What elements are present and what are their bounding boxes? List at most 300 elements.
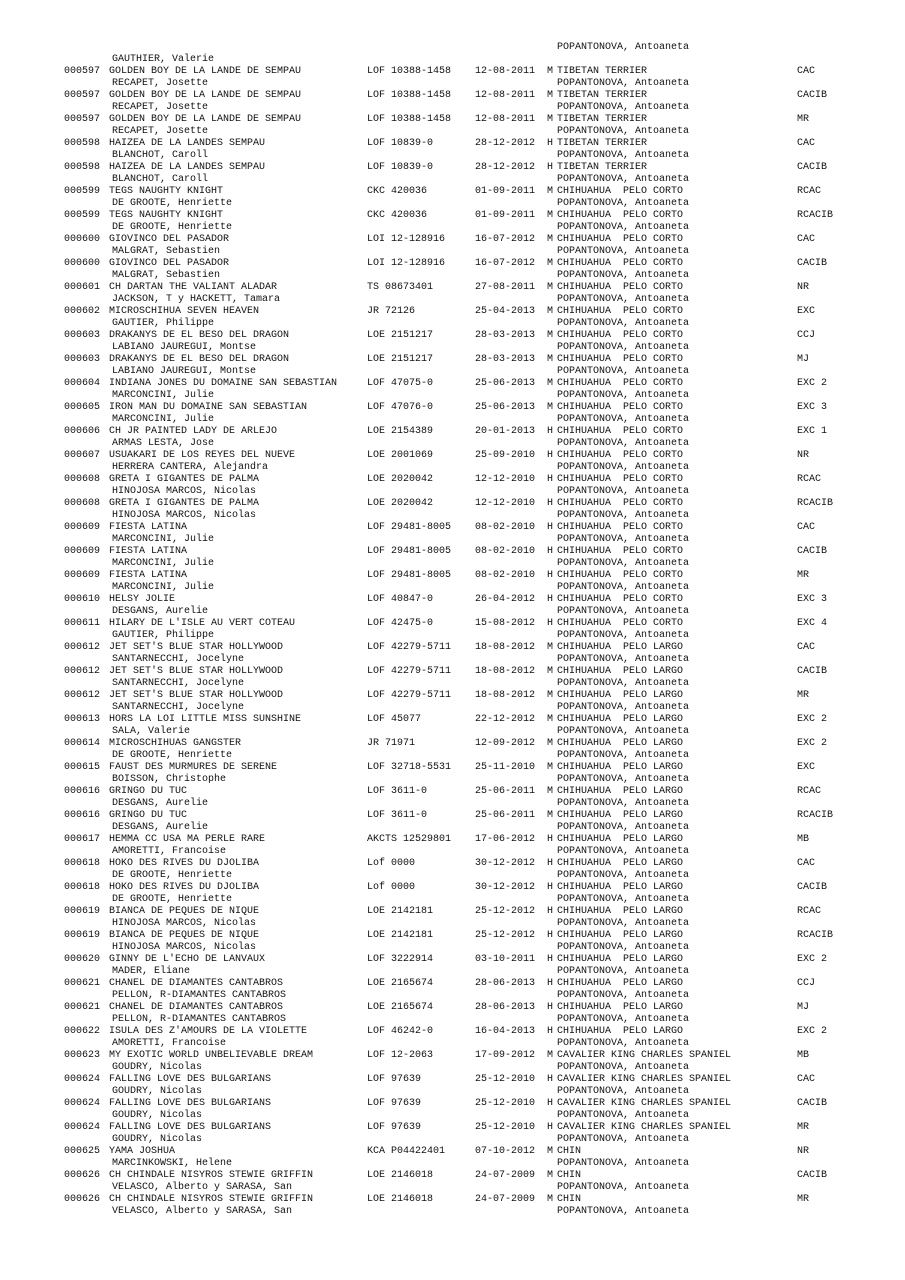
entry-row — [0, 210, 905, 222]
entry-owner-line — [0, 414, 905, 426]
birth-date: 27-08-2011 — [475, 282, 536, 293]
registration-number: LOF 29481-8005 — [367, 546, 452, 557]
entry-row — [0, 882, 905, 894]
entry-owner-line — [0, 510, 905, 522]
sex-code: M — [547, 810, 554, 821]
entry-number: 000622 — [64, 1026, 101, 1037]
entry-row — [0, 282, 905, 294]
owner-name: DESGANS, Aurelie — [112, 606, 209, 617]
dog-name: DRAKANYS DE EL BESO DEL DRAGON — [109, 330, 290, 341]
sex-code: M — [547, 642, 554, 653]
entry-owner-line — [0, 1014, 905, 1026]
entry-row — [0, 954, 905, 966]
dog-name: MICROSCHIHUAS GANGSTER — [109, 738, 242, 749]
registration-number: Lof 0000 — [367, 882, 416, 893]
registration-number: LOF 10388-1458 — [367, 114, 452, 125]
sex-code: M — [547, 186, 554, 197]
birth-date: 20-01-2013 — [475, 426, 536, 437]
entry-owner-line — [0, 942, 905, 954]
breed-name: CHIHUAHUA PELO LARGO — [557, 906, 684, 917]
registration-number: LOF 29481-8005 — [367, 522, 452, 533]
sex-code: M — [547, 1050, 554, 1061]
judge-name: POPANTONOVA, Antoaneta — [557, 534, 690, 545]
owner-name: MARCONCINI, Julie — [112, 558, 215, 569]
birth-date: 28-12-2012 — [475, 162, 536, 173]
dog-name: FIESTA LATINA — [109, 522, 188, 533]
sex-code: M — [547, 354, 554, 365]
judge-name: POPANTONOVA, Antoaneta — [557, 222, 690, 233]
dog-name: FAUST DES MURMURES DE SERENE — [109, 762, 278, 773]
entry-number: 000618 — [64, 882, 101, 893]
entry-owner-line — [0, 174, 905, 186]
judge-name: POPANTONOVA, Antoaneta — [557, 150, 690, 161]
entry-owner-line — [0, 438, 905, 450]
judge-name: POPANTONOVA, Antoaneta — [557, 486, 690, 497]
owner-name: MARCONCINI, Julie — [112, 582, 215, 593]
sex-code: M — [547, 330, 554, 341]
registration-number: LOE 2001069 — [367, 450, 434, 461]
award-code: RCAC — [797, 186, 822, 197]
breed-name: TIBETAN TERRIER — [557, 114, 648, 125]
header-continuation-line — [0, 42, 905, 54]
breed-name: CHIHUAHUA PELO LARGO — [557, 858, 684, 869]
owner-name: PELLON, R-DIAMANTES CANTABROS — [112, 990, 287, 1001]
dog-name: GRINGO DU TUC — [109, 786, 188, 797]
breed-name: CHIHUAHUA PELO CORTO — [557, 450, 684, 461]
dog-name: USUAKARI DE LOS REYES DEL NUEVE — [109, 450, 296, 461]
judge-name: POPANTONOVA, Antoaneta — [557, 390, 690, 401]
sex-code: H — [547, 426, 554, 437]
dog-name: FALLING LOVE DES BULGARIANS — [109, 1122, 272, 1133]
owner-name: GAUTHIER, Valerie — [112, 54, 215, 65]
owner-name: DE GROOTE, Henriette — [112, 198, 233, 209]
breed-name: CHIHUAHUA PELO LARGO — [557, 666, 684, 677]
award-code: EXC — [797, 762, 816, 773]
breed-name: CHIHUAHUA PELO CORTO — [557, 570, 684, 581]
award-code: RCAC — [797, 786, 822, 797]
entry-owner-line — [0, 1110, 905, 1122]
entry-owner-line — [0, 1158, 905, 1170]
registration-number: TS 08673401 — [367, 282, 434, 293]
breed-name: CHIHUAHUA PELO LARGO — [557, 1002, 684, 1013]
birth-date: 12-12-2010 — [475, 498, 536, 509]
entry-row — [0, 450, 905, 462]
owner-name: LABIANO JAUREGUI, Montse — [112, 342, 257, 353]
owner-name: DESGANS, Aurelie — [112, 798, 209, 809]
entry-number: 000602 — [64, 306, 101, 317]
registration-number: LOE 2151217 — [367, 330, 434, 341]
judge-name: POPANTONOVA, Antoaneta — [557, 990, 690, 1001]
registration-number: LOF 97639 — [367, 1074, 422, 1085]
sex-code: M — [547, 114, 554, 125]
judge-name: POPANTONOVA, Antoaneta — [557, 462, 690, 473]
registration-number: LOE 2165674 — [367, 978, 434, 989]
entry-number: 000613 — [64, 714, 101, 725]
registration-number: KCA P04422401 — [367, 1146, 446, 1157]
award-code: CAC — [797, 642, 816, 653]
sex-code: H — [547, 858, 554, 869]
entry-row — [0, 1074, 905, 1086]
entry-number: 000608 — [64, 498, 101, 509]
registration-number: Lof 0000 — [367, 858, 416, 869]
entry-row — [0, 378, 905, 390]
award-code: EXC 2 — [797, 954, 828, 965]
dog-name: HAIZEA DE LA LANDES SEMPAU — [109, 138, 266, 149]
owner-name: HINOJOSA MARCOS, Nicolas — [112, 510, 257, 521]
dog-name: YAMA JOSHUA — [109, 1146, 176, 1157]
birth-date: 12-09-2012 — [475, 738, 536, 749]
breed-name: CHIHUAHUA PELO LARGO — [557, 642, 684, 653]
award-code: RCACIB — [797, 498, 834, 509]
sex-code: M — [547, 90, 554, 101]
entry-number: 000626 — [64, 1194, 101, 1205]
breed-name: CHIHUAHUA PELO LARGO — [557, 930, 684, 941]
breed-name: CHIHUAHUA PELO CORTO — [557, 186, 684, 197]
owner-name: DE GROOTE, Henriette — [112, 750, 233, 761]
entry-owner-line — [0, 990, 905, 1002]
registration-number: LOF 97639 — [367, 1098, 422, 1109]
registration-number: LOF 45077 — [367, 714, 422, 725]
entry-number: 000599 — [64, 186, 101, 197]
entry-owner-line — [0, 726, 905, 738]
dog-name: HOKO DES RIVES DU DJOLIBA — [109, 858, 260, 869]
sex-code: M — [547, 666, 554, 677]
award-code: EXC 2 — [797, 1026, 828, 1037]
dog-name: FIESTA LATINA — [109, 546, 188, 557]
entry-row — [0, 1146, 905, 1158]
birth-date: 28-06-2013 — [475, 978, 536, 989]
birth-date: 01-09-2011 — [475, 186, 536, 197]
entry-owner-line — [0, 1086, 905, 1098]
entry-number: 000608 — [64, 474, 101, 485]
breed-name: CHIHUAHUA PELO LARGO — [557, 882, 684, 893]
birth-date: 24-07-2009 — [475, 1194, 536, 1205]
entry-row — [0, 594, 905, 606]
registration-number: LOF 40847-0 — [367, 594, 434, 605]
judge-name: POPANTONOVA, Antoaneta — [557, 414, 690, 425]
owner-name: LABIANO JAUREGUI, Montse — [112, 366, 257, 377]
dog-name: CHANEL DE DIAMANTES CANTABROS — [109, 978, 284, 989]
breed-name: CHIHUAHUA PELO CORTO — [557, 546, 684, 557]
sex-code: H — [547, 1026, 554, 1037]
breed-name: CHIHUAHUA PELO LARGO — [557, 714, 684, 725]
award-code: EXC 3 — [797, 594, 828, 605]
breed-name: CAVALIER KING CHARLES SPANIEL — [557, 1074, 732, 1085]
judge-name: POPANTONOVA, Antoaneta — [557, 654, 690, 665]
award-code: EXC 4 — [797, 618, 828, 629]
entry-row — [0, 354, 905, 366]
owner-name: SANTARNECCHI, Jocelyne — [112, 702, 245, 713]
award-code: RCACIB — [797, 210, 834, 221]
judge-name: POPANTONOVA, Antoaneta — [557, 846, 690, 857]
award-code: EXC 1 — [797, 426, 828, 437]
dog-name: JET SET'S BLUE STAR HOLLYWOOD — [109, 642, 284, 653]
entry-row — [0, 546, 905, 558]
judge-name: POPANTONOVA, Antoaneta — [557, 1206, 690, 1217]
registration-number: LOF 32718-5531 — [367, 762, 452, 773]
judge-name: POPANTONOVA, Antoaneta — [557, 678, 690, 689]
award-code: EXC 2 — [797, 738, 828, 749]
entry-owner-line — [0, 1206, 905, 1218]
judge-name: POPANTONOVA, Antoaneta — [557, 1110, 690, 1121]
birth-date: 25-06-2011 — [475, 786, 536, 797]
award-code: NR — [797, 450, 810, 461]
entry-row — [0, 978, 905, 990]
judge-name: POPANTONOVA, Antoaneta — [557, 1158, 690, 1169]
registration-number: LOF 42279-5711 — [367, 642, 452, 653]
sex-code: H — [547, 1002, 554, 1013]
sex-code: M — [547, 738, 554, 749]
registration-number: AKCTS 12529801 — [367, 834, 452, 845]
entry-owner-line — [0, 702, 905, 714]
sex-code: H — [547, 522, 554, 533]
owner-name: MARCINKOWSKI, Helene — [112, 1158, 233, 1169]
breed-name: CHIHUAHUA PELO CORTO — [557, 234, 684, 245]
owner-name: HERRERA CANTERA, Alejandra — [112, 462, 269, 473]
registration-number: LOF 29481-8005 — [367, 570, 452, 581]
entry-number: 000600 — [64, 258, 101, 269]
judge-name: POPANTONOVA, Antoaneta — [557, 270, 690, 281]
entry-number: 000616 — [64, 786, 101, 797]
dog-name: TEGS NAUGHTY KNIGHT — [109, 186, 224, 197]
breed-name: CHIHUAHUA PELO CORTO — [557, 594, 684, 605]
dog-name: HAIZEA DE LA LANDES SEMPAU — [109, 162, 266, 173]
entry-row — [0, 714, 905, 726]
judge-name: POPANTONOVA, Antoaneta — [557, 318, 690, 329]
entry-row — [0, 66, 905, 78]
breed-name: CAVALIER KING CHARLES SPANIEL — [557, 1122, 732, 1133]
award-code: MR — [797, 570, 810, 581]
registration-number: LOE 2142181 — [367, 906, 434, 917]
entry-row — [0, 234, 905, 246]
entry-number: 000609 — [64, 570, 101, 581]
registration-number: LOI 12-128916 — [367, 234, 446, 245]
dog-name: GRETA I GIGANTES DE PALMA — [109, 474, 260, 485]
birth-date: 18-08-2012 — [475, 690, 536, 701]
entry-owner-line — [0, 150, 905, 162]
entry-row — [0, 1170, 905, 1182]
registration-number: LOE 2165674 — [367, 1002, 434, 1013]
breed-name: CHIHUAHUA PELO LARGO — [557, 1026, 684, 1037]
owner-name: DESGANS, Aurelie — [112, 822, 209, 833]
entry-number: 000624 — [64, 1098, 101, 1109]
sex-code: M — [547, 66, 554, 77]
judge-name: POPANTONOVA, Antoaneta — [557, 294, 690, 305]
breed-name: CHIHUAHUA PELO CORTO — [557, 474, 684, 485]
owner-name: GOUDRY, Nicolas — [112, 1086, 203, 1097]
judge-name: POPANTONOVA, Antoaneta — [557, 966, 690, 977]
entry-row — [0, 642, 905, 654]
birth-date: 16-04-2013 — [475, 1026, 536, 1037]
birth-date: 18-08-2012 — [475, 642, 536, 653]
birth-date: 12-08-2011 — [475, 90, 536, 101]
entry-row — [0, 906, 905, 918]
owner-name: SANTARNECCHI, Jocelyne — [112, 678, 245, 689]
entry-number: 000600 — [64, 234, 101, 245]
birth-date: 12-08-2011 — [475, 66, 536, 77]
owner-name: AMORETTI, Francoise — [112, 1038, 227, 1049]
sex-code: H — [547, 546, 554, 557]
birth-date: 22-12-2012 — [475, 714, 536, 725]
entry-owner-line — [0, 366, 905, 378]
entry-owner-line — [0, 894, 905, 906]
award-code: CAC — [797, 1074, 816, 1085]
judge-name: POPANTONOVA, Antoaneta — [557, 606, 690, 617]
dog-name: GINNY DE L'ECHO DE LANVAUX — [109, 954, 266, 965]
owner-name: BLANCHOT, Caroll — [112, 174, 209, 185]
birth-date: 28-03-2013 — [475, 330, 536, 341]
owner-name: GOUDRY, Nicolas — [112, 1134, 203, 1145]
birth-date: 03-10-2011 — [475, 954, 536, 965]
birth-date: 25-12-2010 — [475, 1122, 536, 1133]
registration-number: CKC 420036 — [367, 210, 428, 221]
breed-name: CHIHUAHUA PELO LARGO — [557, 954, 684, 965]
dog-name: HOKO DES RIVES DU DJOLIBA — [109, 882, 260, 893]
entry-owner-line — [0, 654, 905, 666]
breed-name: CHIHUAHUA PELO CORTO — [557, 378, 684, 389]
birth-date: 25-12-2010 — [475, 1074, 536, 1085]
entry-row — [0, 498, 905, 510]
registration-number: LOF 10388-1458 — [367, 66, 452, 77]
owner-name: HINOJOSA MARCOS, Nicolas — [112, 918, 257, 929]
registration-number: LOE 2154389 — [367, 426, 434, 437]
entry-number: 000618 — [64, 858, 101, 869]
entry-owner-line — [0, 774, 905, 786]
entry-row — [0, 1194, 905, 1206]
award-code: EXC — [797, 306, 816, 317]
dog-name: JET SET'S BLUE STAR HOLLYWOOD — [109, 666, 284, 677]
judge-name: POPANTONOVA, Antoaneta — [557, 1182, 690, 1193]
entry-number: 000609 — [64, 546, 101, 557]
entry-row — [0, 330, 905, 342]
owner-name: RECAPET, Josette — [112, 78, 209, 89]
entry-owner-line — [0, 318, 905, 330]
dog-name: BIANCA DE PEQUES DE NIQUE — [109, 906, 260, 917]
sex-code: M — [547, 762, 554, 773]
sex-code: H — [547, 474, 554, 485]
entry-number: 000597 — [64, 114, 101, 125]
entry-owner-line — [0, 294, 905, 306]
judge-name: POPANTONOVA, Antoaneta — [557, 1134, 690, 1145]
registration-number: LOE 2146018 — [367, 1194, 434, 1205]
entry-owner-line — [0, 246, 905, 258]
birth-date: 01-09-2011 — [475, 210, 536, 221]
award-code: MB — [797, 1050, 810, 1061]
owner-name: MADER, Eliane — [112, 966, 191, 977]
award-code: RCAC — [797, 474, 822, 485]
sex-code: M — [547, 210, 554, 221]
judge-name: POPANTONOVA, Antoaneta — [557, 1086, 690, 1097]
entry-number: 000617 — [64, 834, 101, 845]
sex-code: M — [547, 714, 554, 725]
owner-name: MALGRAT, Sebastien — [112, 246, 221, 257]
sex-code: H — [547, 954, 554, 965]
dog-name: HILARY DE L'ISLE AU VERT COTEAU — [109, 618, 296, 629]
owner-name: MALGRAT, Sebastien — [112, 270, 221, 281]
entry-owner-line — [0, 102, 905, 114]
breed-name: CHIHUAHUA PELO CORTO — [557, 522, 684, 533]
sex-code: H — [547, 594, 554, 605]
breed-name: CHIHUAHUA PELO LARGO — [557, 978, 684, 989]
entry-owner-line — [0, 750, 905, 762]
owner-name: DE GROOTE, Henriette — [112, 222, 233, 233]
breed-name: CHIHUAHUA PELO CORTO — [557, 498, 684, 509]
award-code: MJ — [797, 354, 810, 365]
entry-owner-line — [0, 1182, 905, 1194]
entry-number: 000623 — [64, 1050, 101, 1061]
registration-number: LOF 3611-0 — [367, 810, 428, 821]
owner-name: PELLON, R-DIAMANTES CANTABROS — [112, 1014, 287, 1025]
entry-number: 000598 — [64, 162, 101, 173]
dog-name: GRETA I GIGANTES DE PALMA — [109, 498, 260, 509]
entry-owner-line — [0, 558, 905, 570]
award-code: EXC 2 — [797, 714, 828, 725]
entry-row — [0, 810, 905, 822]
breed-name: CAVALIER KING CHARLES SPANIEL — [557, 1098, 732, 1109]
birth-date: 12-12-2010 — [475, 474, 536, 485]
birth-date: 25-06-2013 — [475, 402, 536, 413]
award-code: MR — [797, 690, 810, 701]
judge-name: POPANTONOVA, Antoaneta — [557, 78, 690, 89]
birth-date: 17-09-2012 — [475, 1050, 536, 1061]
entry-owner-line — [0, 1062, 905, 1074]
breed-name: TIBETAN TERRIER — [557, 162, 648, 173]
award-code: CCJ — [797, 330, 816, 341]
owner-name: ARMAS LESTA, Jose — [112, 438, 215, 449]
entry-row — [0, 258, 905, 270]
results-listing — [0, 42, 905, 1218]
entry-row — [0, 1050, 905, 1062]
entry-owner-line — [0, 486, 905, 498]
judge-name: POPANTONOVA, Antoaneta — [557, 438, 690, 449]
owner-name: SALA, Valerie — [112, 726, 191, 737]
breed-name: CHIHUAHUA PELO CORTO — [557, 282, 684, 293]
entry-owner-line — [0, 342, 905, 354]
entry-row — [0, 618, 905, 630]
entry-number: 000609 — [64, 522, 101, 533]
owner-name: MARCONCINI, Julie — [112, 534, 215, 545]
dog-name: FALLING LOVE DES BULGARIANS — [109, 1098, 272, 1109]
entry-number: 000603 — [64, 330, 101, 341]
sex-code: M — [547, 1146, 554, 1157]
entry-number: 000599 — [64, 210, 101, 221]
award-code: CACIB — [797, 1170, 828, 1181]
entry-number: 000614 — [64, 738, 101, 749]
registration-number: LOF 3611-0 — [367, 786, 428, 797]
header-owner-line — [0, 54, 905, 66]
entry-row — [0, 1002, 905, 1014]
birth-date: 25-12-2012 — [475, 906, 536, 917]
judge-name: POPANTONOVA, Antoaneta — [557, 630, 690, 641]
entry-owner-line — [0, 798, 905, 810]
entry-owner-line — [0, 966, 905, 978]
birth-date: 28-06-2013 — [475, 1002, 536, 1013]
award-code: CACIB — [797, 666, 828, 677]
judge-name: POPANTONOVA, Antoaneta — [557, 174, 690, 185]
award-code: EXC 3 — [797, 402, 828, 413]
breed-name: TIBETAN TERRIER — [557, 90, 648, 101]
owner-name: HINOJOSA MARCOS, Nicolas — [112, 942, 257, 953]
dog-name: GOLDEN BOY DE LA LANDE DE SEMPAU — [109, 66, 302, 77]
sex-code: M — [547, 258, 554, 269]
sex-code: H — [547, 978, 554, 989]
award-code: CAC — [797, 522, 816, 533]
birth-date: 18-08-2012 — [475, 666, 536, 677]
dog-name: HORS LA LOI LITTLE MISS SUNSHINE — [109, 714, 302, 725]
entry-number: 000601 — [64, 282, 101, 293]
breed-name: CHIN — [557, 1194, 582, 1205]
judge-name: POPANTONOVA, Antoaneta — [557, 366, 690, 377]
